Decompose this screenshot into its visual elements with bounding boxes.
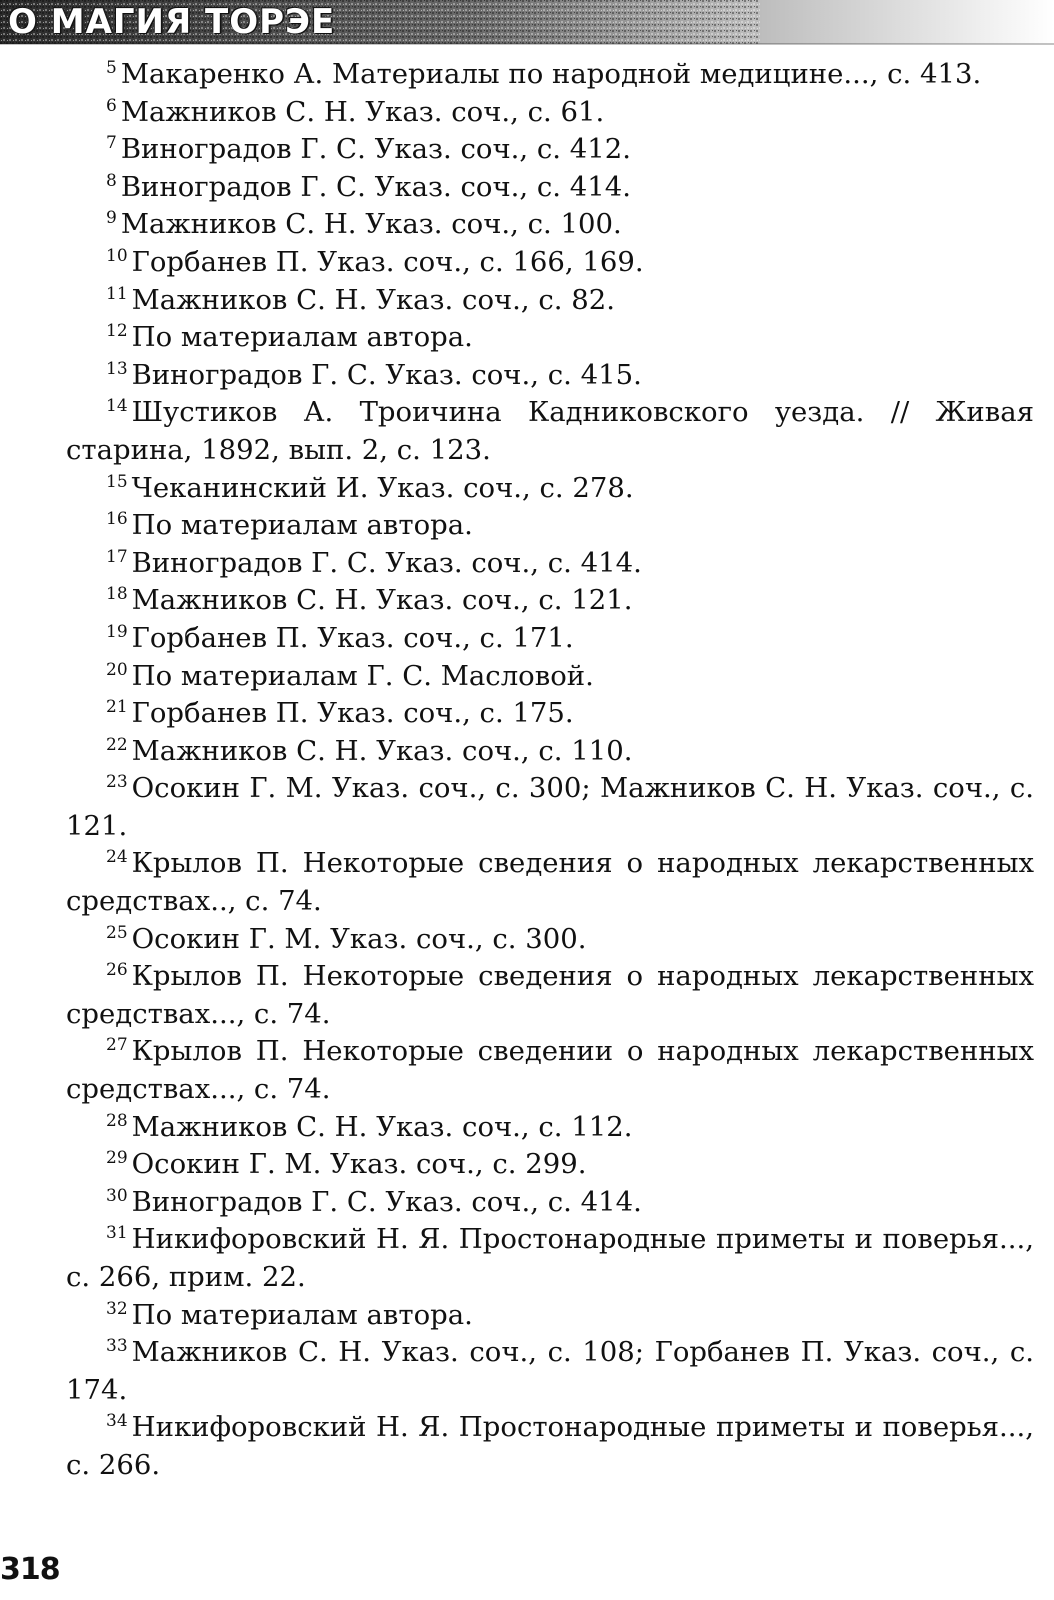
- footnote-number: 15: [106, 471, 128, 492]
- footnote-text: Шустиков А. Троичина Кадниковского уезда. // Живая старина, 1892, вып. 2, с. 123.: [66, 396, 1034, 466]
- footnote-text: Осокин Г. М. Указ. соч., с. 300.: [131, 922, 587, 955]
- footnote-text: По материалам автора.: [131, 509, 473, 542]
- footnote-number: 17: [106, 546, 128, 567]
- footnote-5: [66, 56, 1034, 94]
- footnote-number: 22: [106, 734, 128, 755]
- footnote-text: Мажников С. Н. Указ. соч., с. 112.: [131, 1110, 633, 1143]
- footnote-number: 18: [106, 584, 128, 605]
- footnote-text: Виноградов Г. С. Указ. соч., с. 414.: [120, 170, 632, 203]
- footnote-22: [66, 733, 1034, 771]
- footnote-number: 5: [106, 58, 117, 78]
- footnote-text: По материалам автора.: [131, 321, 473, 354]
- footnote-number: 10: [106, 245, 128, 266]
- footnote-number: 34: [106, 1411, 128, 1432]
- footnote-number: 31: [106, 1223, 128, 1244]
- footnote-15: [66, 470, 1034, 508]
- footnote-text: Осокин Г. М. Указ. соч., с. 299.: [131, 1148, 587, 1181]
- footnote-number: 19: [106, 621, 128, 642]
- footnote-16: [66, 507, 1034, 545]
- footnote-number: 13: [106, 358, 128, 379]
- footnote-text: Горбанев П. Указ. соч., с. 175.: [131, 697, 574, 730]
- footnote-number: 30: [106, 1185, 128, 1206]
- footnote-text: Виноградов Г. С. Указ. соч., с. 415.: [131, 358, 642, 391]
- footnote-text: Мажников С. Н. Указ. соч., с. 100.: [120, 208, 622, 241]
- footnote-34: [66, 1409, 1034, 1484]
- footnote-text: Никифоровский Н. Я. Простонародные приметы и поверья..., с. 266.: [66, 1411, 1034, 1481]
- footnote-31: [66, 1221, 1034, 1296]
- footnote-7: [66, 131, 1034, 169]
- footnote-text: Крылов П. Некоторые сведения о народных лекарственных средствах.., с. 74.: [66, 847, 1034, 918]
- footnote-number: 8: [106, 170, 117, 191]
- footnote-number: 24: [106, 847, 128, 868]
- footnote-14: [66, 394, 1034, 469]
- footnote-6: [66, 94, 1034, 132]
- footnote-text: Крылов П. Некоторые сведения о народных лекарственных средствах..., с. 74.: [66, 960, 1034, 1030]
- footnote-text: Мажников С. Н. Указ. соч., с. 121.: [131, 584, 633, 617]
- footnote-11: [66, 282, 1034, 320]
- footnote-number: 14: [106, 396, 128, 417]
- footnote-number: 16: [106, 509, 128, 530]
- footnote-text: Виноградов Г. С. Указ. соч., с. 414.: [131, 1185, 642, 1218]
- footnote-number: 11: [106, 283, 128, 304]
- footnote-29: [66, 1146, 1034, 1184]
- footnote-text: По материалам Г. С. Масловой.: [131, 659, 594, 692]
- footnote-text: Виноградов Г. С. Указ. соч., с. 414.: [131, 546, 642, 579]
- footnote-28: [66, 1109, 1034, 1147]
- footnote-number: 6: [106, 95, 117, 116]
- footnote-text: Горбанев П. Указ. соч., с. 171.: [131, 621, 574, 654]
- footnote-8: [66, 169, 1034, 207]
- footnote-23: [66, 770, 1034, 845]
- footnote-text: Крылов П. Некоторые сведении о народных лекарственных средствах..., с. 74.: [66, 1035, 1034, 1106]
- footnote-number: 25: [106, 922, 128, 943]
- footnote-text: Мажников С. Н. Указ. соч., с. 108; Горбанев П. Указ. соч., с. 174.: [66, 1336, 1034, 1406]
- footnotes-list: [66, 56, 1034, 1485]
- footnote-24: [66, 845, 1034, 920]
- footnote-text: Мажников С. Н. Указ. соч., с. 82.: [131, 283, 616, 316]
- footnote-number: 33: [106, 1336, 128, 1357]
- footnote-number: 29: [106, 1148, 128, 1169]
- footnote-33: [66, 1334, 1034, 1409]
- footnote-number: 27: [106, 1035, 128, 1056]
- footnote-text: По материалам автора.: [131, 1298, 473, 1331]
- footnote-text: Мажников С. Н. Указ. соч., с. 61.: [120, 95, 605, 128]
- footnote-21: [66, 695, 1034, 733]
- footnote-number: 28: [106, 1110, 128, 1131]
- footnote-12: [66, 319, 1034, 357]
- footnote-text: Горбанев П. Указ. соч., с. 166, 169.: [131, 245, 644, 278]
- footnote-9: [66, 206, 1034, 244]
- footnote-18: [66, 582, 1034, 620]
- footnote-19: [66, 620, 1034, 658]
- footnote-27: [66, 1033, 1034, 1108]
- footnote-20: [66, 658, 1034, 696]
- footnote-25: [66, 921, 1034, 959]
- page-number: 318: [0, 1552, 60, 1587]
- running-header-title: О МАГИЯ ТОРЭЕ: [8, 2, 336, 42]
- running-header-band: [0, 0, 1054, 46]
- footnote-number: 7: [106, 133, 117, 154]
- footnote-number: 20: [106, 659, 128, 680]
- footnote-text: Мажников С. Н. Указ. соч., с. 110.: [131, 734, 633, 767]
- footnote-number: 21: [106, 697, 128, 718]
- footnote-13: [66, 357, 1034, 395]
- footnote-number: 32: [106, 1298, 128, 1319]
- footnote-text: Виноградов Г. С. Указ. соч., с. 412.: [120, 133, 632, 166]
- footnote-number: 12: [106, 321, 128, 342]
- footnote-text: Никифоровский Н. Я. Простонародные приметы и поверья..., с. 266, прим. 22.: [66, 1223, 1034, 1293]
- footnote-text: Осокин Г. М. Указ. соч., с. 300; Мажников С. Н. Указ. соч., с. 121.: [66, 772, 1034, 842]
- footnote-text: Чеканинский И. Указ. соч., с. 278.: [131, 471, 634, 504]
- footnote-32: [66, 1297, 1034, 1335]
- footnote-30: [66, 1184, 1034, 1222]
- footnote-26: [66, 958, 1034, 1033]
- footnote-text: Макаренко А. Материалы по народной медицине..., с. 413.: [120, 58, 982, 90]
- footnote-number: 26: [106, 960, 128, 981]
- footnote-number: 23: [106, 772, 128, 793]
- footnote-number: 9: [106, 208, 117, 229]
- footnote-17: [66, 545, 1034, 583]
- footnote-10: [66, 244, 1034, 282]
